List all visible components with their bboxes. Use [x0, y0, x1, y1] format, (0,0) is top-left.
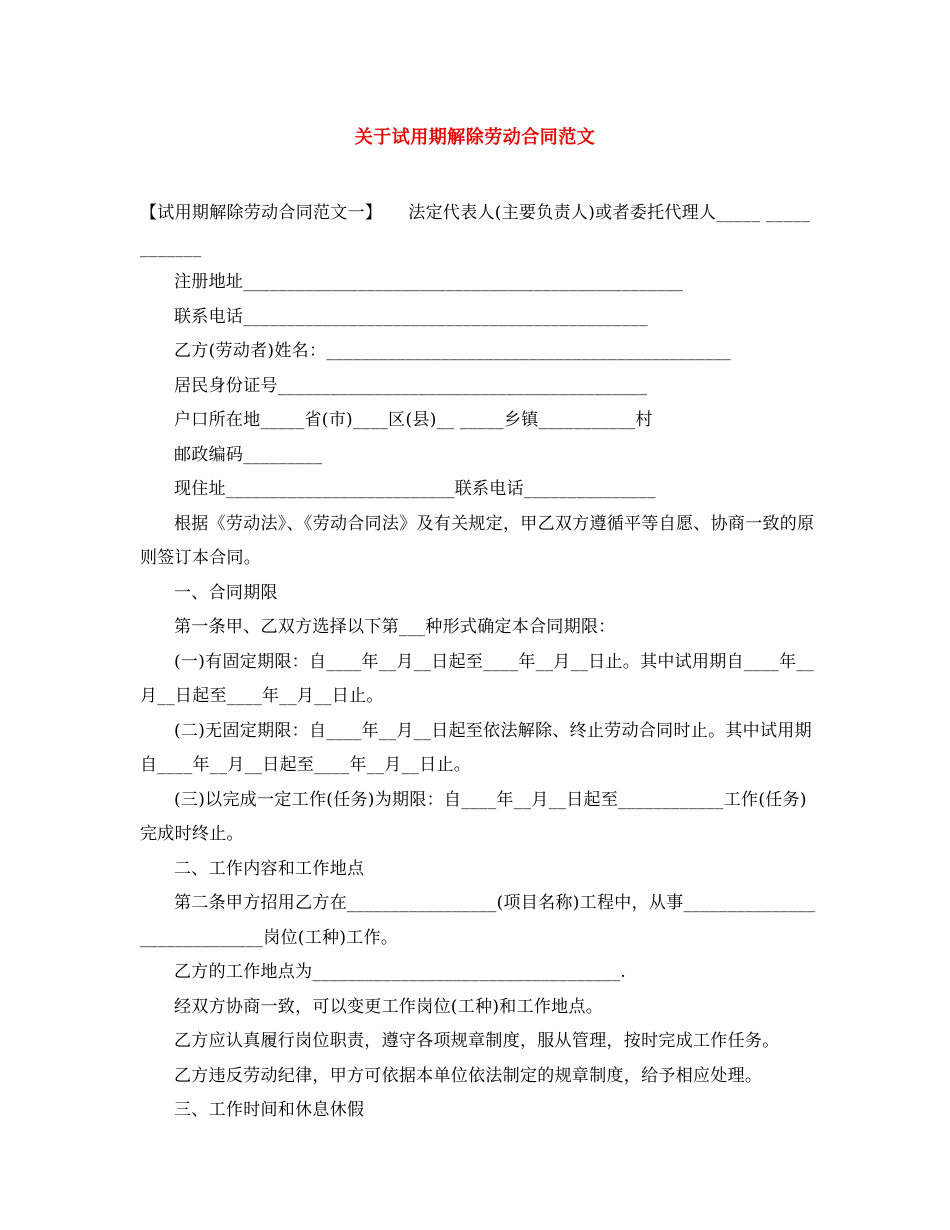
paragraph-registered-address: 注册地址__________________________________________________: [174, 272, 684, 292]
paragraph-duties: 乙方应认真履行岗位职责，遵守各项规章制度，服从管理，按时完成工作任务。: [174, 1031, 780, 1051]
section-heading-work-content: 二、工作内容和工作地点: [174, 858, 365, 879]
paragraph-article-two: 第二条甲方招用乙方在_________________(项目名称)工程中，从事_____________________________岗位(工种)工作。: [140, 893, 816, 948]
paragraph-legal-basis: 根据《劳动法》、《劳动合同法》及有关规定，甲乙双方遵循平等自愿、协商一致的原则签订本合同。: [140, 513, 815, 568]
paragraph-household-registration: 户口所在地_____省(市)____区(县)__ _____乡镇___________村: [174, 410, 653, 430]
paragraph-employee-name: 乙方(劳动者)姓名：______________________________________________: [174, 341, 732, 361]
section-heading-working-hours: 三、工作时间和休息休假: [174, 1100, 365, 1120]
paragraph-current-address: 现住址__________________________联系电话_______________: [174, 479, 656, 499]
section-heading-contract-term: 一、合同期限: [174, 582, 278, 603]
paragraph-work-location: 乙方的工作地点为___________________________________.: [174, 962, 627, 982]
paragraph-task-based-term: (三)以完成一定工作(任务)为期限：自____年__月__日起至____________工作(任务)完成时终止。: [140, 789, 807, 844]
paragraph-contact-phone: 联系电话______________________________________________: [174, 306, 648, 327]
paragraph-discipline: 乙方违反劳动纪律，甲方可依据本单位依法制定的规章制度，给予相应处理。: [174, 1065, 763, 1086]
paragraph-article-one: 第一条甲、乙双方选择以下第___种形式确定本合同期限：: [174, 617, 616, 637]
paragraph-position-change: 经双方协商一致，可以变更工作岗位(工种)和工作地点。: [174, 996, 604, 1017]
paragraph-id-number: 居民身份证号__________________________________________: [174, 375, 648, 396]
paragraph-intro: 【试用期解除劳动合同范文一】 法定代表人(主要负责人)或者委托代理人_____ ____________: [140, 203, 810, 258]
paragraph-open-ended-term: (二)无固定期限：自____年__月__日起至依法解除、终止劳动合同时止。其中试用期自____年__月__日起至____年__月__日止。: [140, 720, 812, 775]
paragraph-fixed-term: (一)有固定期限：自____年__月__日起至____年__月__日止。其中试用期自____年__月__日起至____年__月__日止。: [140, 651, 814, 706]
paragraph-postal-code: 邮政编码_________: [174, 444, 323, 465]
document-body: [140, 196, 816, 1128]
document-title: 关于试用期解除劳动合同范文: [354, 127, 596, 148]
